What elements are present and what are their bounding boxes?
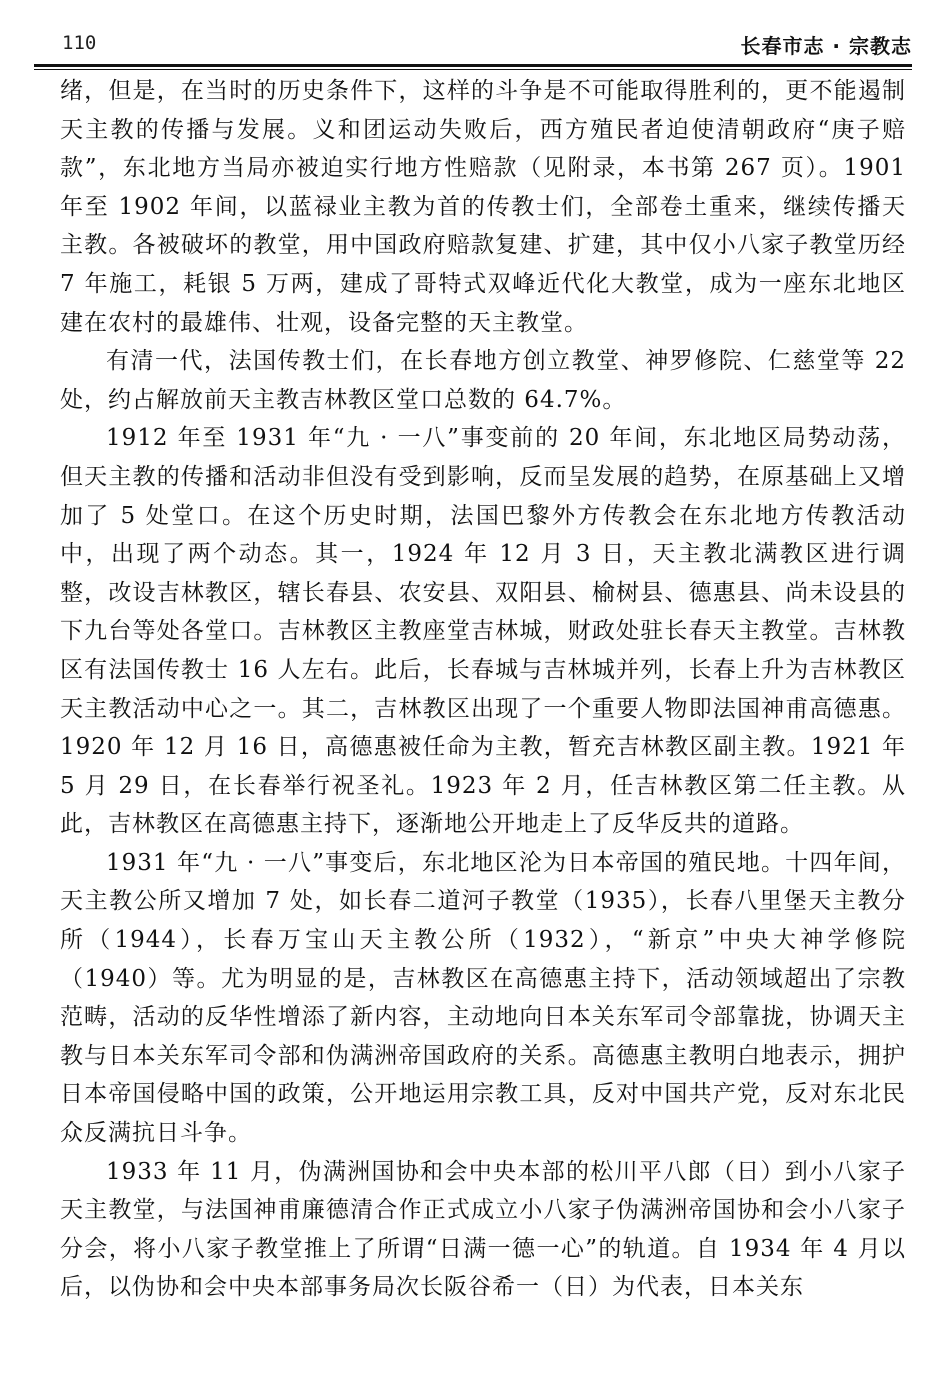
paragraph: 1931 年“九 · 一八”事变后，东北地区沦为日本帝国的殖民地。十四年间，天主教公所又增加 7 处，如长春二道河子教堂（1935），长春八里堡天主教分所（1944），长春万宝山天主教公所（1932），“新京”中央大神学修院（1940）等。尤为明显的是，吉林教区在高德惠主持下，活动领域超出了宗教范畴，活动的反华性增添了新内容，主动地向日本关东军司令部靠拢，协调天主教与日本关东军司令部和伪满洲帝国政府的关系。高德惠主教明白地表示，拥护日本帝国侵略中国的政策，公开地运用宗教工具，反对中国共产党，反对东北民众反满抗日斗争。 xyxy=(60,849,906,1147)
paragraph: 有清一代，法国传教士们，在长春地方创立教堂、神罗修院、仁慈堂等 22 处，约占解放前天主教吉林教区堂口总数的 64.7%。 xyxy=(60,348,906,413)
header-rule-thin xyxy=(34,69,912,70)
page-number: 110 xyxy=(62,32,97,54)
page-header xyxy=(34,28,912,60)
paragraph: 绪，但是，在当时的历史条件下，这样的斗争是不可能取得胜利的，更不能遏制天主教的传播与发展。义和团运动失败后，西方殖民者迫使清朝政府“庚子赔款”，东北地方当局亦被迫实行地方性赔款（见附录，本书第 267 页）。1901 年至 1902 年间，以蓝禄业主教为首的传教士们，全部卷土重来，继续传播天主教。各被破坏的教堂，用中国政府赔款复建、扩建，其中仅小八家子教堂历经 7 年施工，耗银 5 万两，建成了哥特式双峰近代化大教堂，成为一座东北地区建在农村的最雄伟、壮观，设备完整的天主教堂。 xyxy=(60,78,906,336)
header-rule-thick xyxy=(34,64,912,67)
paragraph: 1933 年 11 月，伪满洲国协和会中央本部的松川平八郎（日）到小八家子天主教堂，与法国神甫廉德清合作正式成立小八家子伪满洲帝国协和会小八家子分会，将小八家子教堂推上了所谓“日满一德一心”的轨道。自 1934 年 4 月以后，以伪协和会中央本部事务局次长阪谷希一（日）为代表，日本关东 xyxy=(60,1158,906,1301)
running-title: 长春市志 · 宗教志 xyxy=(740,34,912,58)
paragraph: 1912 年至 1931 年“九 · 一八”事变前的 20 年间，东北地区局势动荡，但天主教的传播和活动非但没有受到影响，反而呈发展的趋势，在原基础上又增加了 5 处堂口。在这个历史时期，法国巴黎外方传教会在东北地方传教活动中，出现了两个动态。其一，1924 年 12 月 3 日，天主教北满教区进行调整，改设吉林教区，辖长春县、农安县、双阳县、榆树县、德惠县、尚未设县的下九台等处各堂口。吉林教区主教座堂吉林城，财政处驻长春天主教堂。吉林教区有法国传教士 16 人左右。此后，长春城与吉林城并列，长春上升为吉林教区天主教活动中心之一。其二，吉林教区出现了一个重要人物即法国神甫高德惠。1920 年 12 月 16 日，高德惠被任命为主教，暂充吉林教区副主教。1921 年 5 月 29 日，在长春举行祝圣礼。1923 年 2 月，任吉林教区第二任主教。从此，吉林教区在高德惠主持下，逐渐地公开地走上了反华反共的道路。 xyxy=(60,425,906,838)
body-text xyxy=(60,72,906,1307)
